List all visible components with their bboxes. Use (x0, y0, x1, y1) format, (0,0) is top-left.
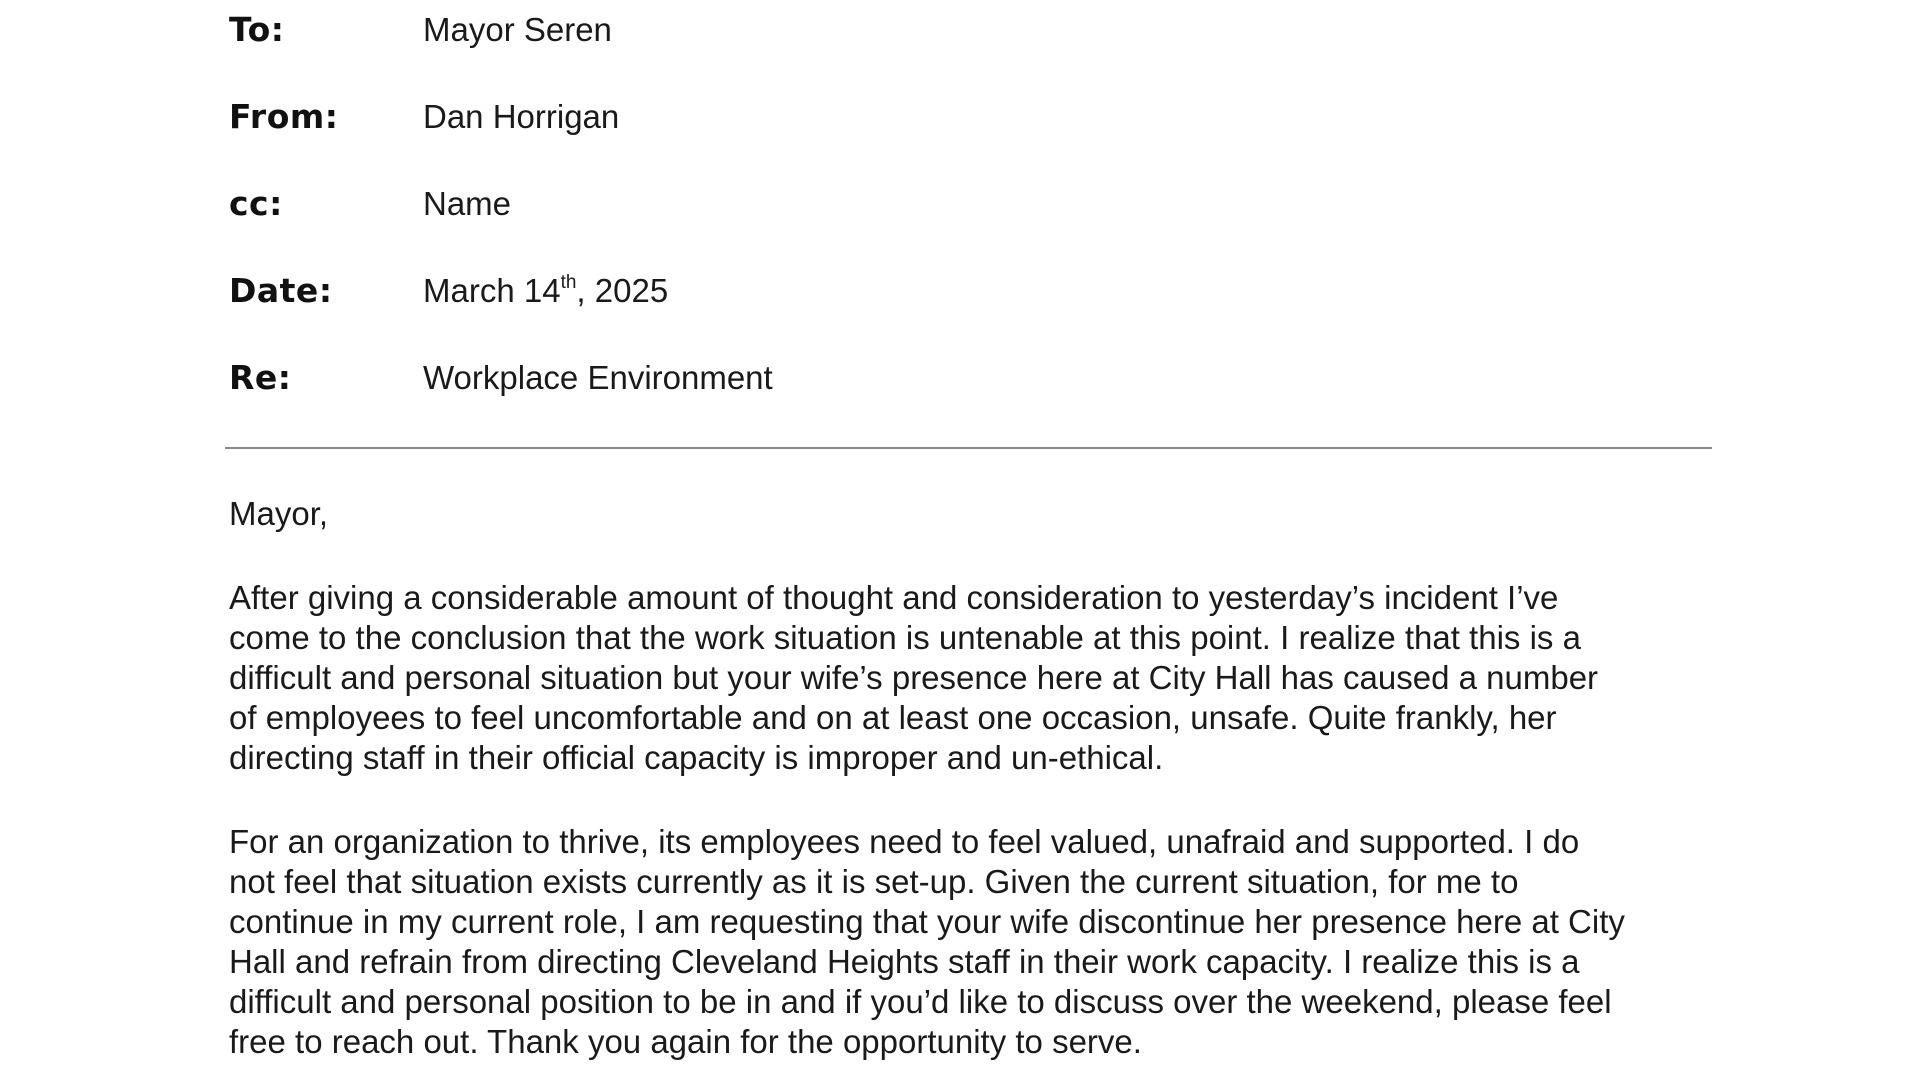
date-value-main: March 14 (423, 272, 561, 309)
paragraph-line: Hall and refrain from directing Cleveland Heights staff in their work capacity. I realize this is a (229, 943, 1580, 980)
paragraph-line: After giving a considerable amount of thought and consideration to yesterday’s incident I’ve (229, 579, 1559, 616)
paragraph-line: directing staff in their official capacity is improper and un-ethical. (229, 739, 1164, 776)
from-label: From: (229, 97, 339, 136)
cc-label: cc: (229, 184, 283, 223)
re-label: Re: (229, 358, 292, 397)
date-label: Date: (229, 271, 333, 310)
paragraph-2 (229, 822, 1749, 1062)
date-ordinal-suffix: th (560, 272, 577, 293)
paragraph-line: come to the conclusion that the work situation is untenable at this point. I realize that this is a (229, 619, 1581, 656)
paragraph-line: free to reach out. Thank you again for the opportunity to serve. (229, 1023, 1142, 1060)
paragraph-line: of employees to feel uncomfortable and on at least one occasion, unsafe. Quite frankly, her (229, 699, 1557, 736)
re-value: Workplace Environment (423, 359, 773, 396)
from-row (229, 97, 1709, 137)
header-divider (225, 447, 1712, 449)
date-row (229, 271, 1709, 311)
cc-value: Name (423, 185, 512, 222)
paragraph-line: difficult and personal situation but your wife’s presence here at City Hall has caused a number (229, 659, 1599, 696)
to-label: To: (229, 10, 285, 49)
salutation (229, 494, 1749, 534)
paragraph-line: difficult and personal position to be in and if you’d like to discuss over the weekend, please feel (229, 983, 1612, 1020)
from-value: Dan Horrigan (423, 98, 620, 135)
paragraph-line: For an organization to thrive, its employees need to feel valued, unafraid and supported. I do (229, 823, 1580, 860)
paragraph-line: continue in my current role, I am requesting that your wife discontinue her presence here at City (229, 903, 1625, 940)
date-value (423, 272, 668, 310)
paragraph-line: not feel that situation exists currently as it is set-up. Given the current situation, for me to (229, 863, 1519, 900)
paragraph-1 (229, 578, 1749, 778)
date-value-year: , 2025 (576, 272, 669, 309)
salutation-text: Mayor, (229, 495, 329, 532)
to-row (229, 10, 1709, 50)
re-row (229, 358, 1709, 398)
cc-row (229, 184, 1709, 224)
to-value: Mayor Seren (423, 11, 612, 48)
